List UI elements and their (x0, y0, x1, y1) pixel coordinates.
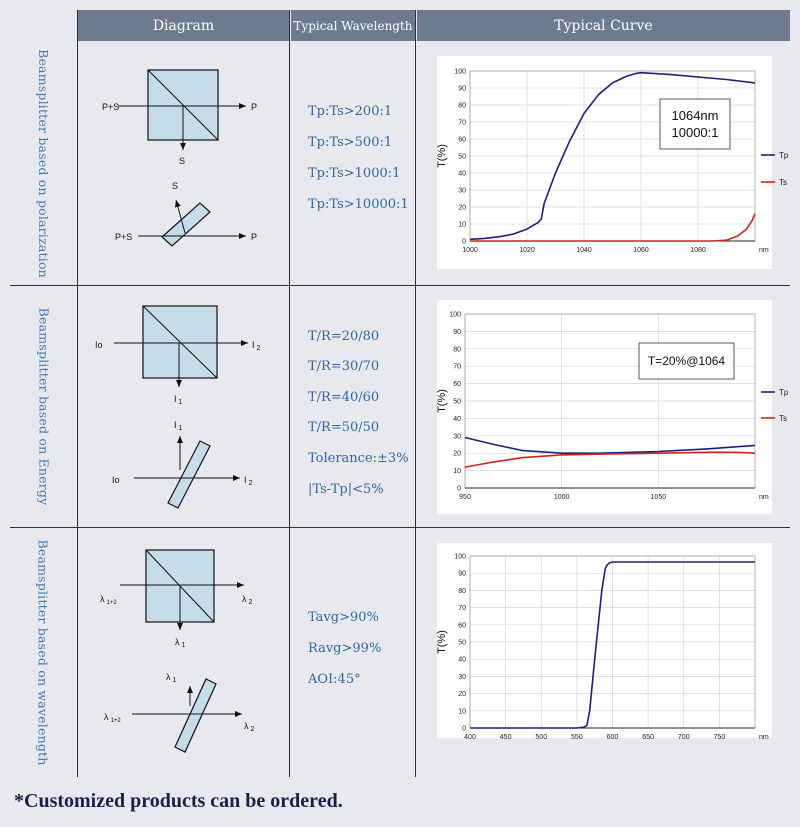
y-tick-label: 90 (453, 328, 461, 336)
footer-note: *Customized products can be ordered. (14, 790, 343, 812)
beam-label: S (172, 181, 179, 191)
header-curve: Typical Curve (417, 10, 790, 41)
y-tick-label: 0 (462, 725, 466, 733)
beam-label: P+S (115, 232, 133, 242)
y-tick-label: 40 (458, 170, 466, 178)
x-tick-label: 550 (571, 734, 583, 741)
y-tick-label: 70 (453, 363, 461, 371)
x-tick-label: 500 (535, 734, 548, 741)
x-tick-label: 1060 (633, 247, 649, 254)
y-tick-label: 20 (458, 204, 466, 212)
spec-item: |Ts-Tp|<5% (308, 482, 384, 497)
beam-label: λ $_2$ (242, 594, 253, 606)
y-axis-label: T(%) (436, 630, 448, 654)
y-tick-label: 10 (458, 708, 466, 716)
beam-label: Io (112, 475, 120, 485)
y-tick-label: 80 (458, 102, 466, 110)
x-tick-label: 750 (713, 734, 726, 741)
beam-label: λ $_2$ (244, 721, 255, 733)
x-unit-label: nm (759, 247, 769, 254)
beam-label: λ $_1$ (166, 672, 177, 684)
beam-label: P (251, 232, 258, 242)
y-tick-label: 50 (453, 398, 461, 406)
y-tick-label: 30 (458, 673, 466, 681)
y-tick-label: 50 (458, 153, 466, 161)
y-tick-label: 70 (458, 119, 466, 127)
y-tick-label: 40 (453, 415, 461, 423)
x-tick-label: 400 (464, 734, 476, 741)
x-tick-label: 1020 (519, 247, 535, 254)
y-tick-label: 40 (458, 656, 466, 664)
beam-label: S (179, 156, 186, 166)
spec-item: T/R=30/70 (308, 359, 380, 374)
y-tick-label: 60 (458, 136, 466, 144)
beam-label: λ $_1$ (175, 637, 186, 649)
beam-label: λ $_{1+2}$ (104, 712, 121, 724)
x-unit-label: nm (759, 494, 769, 501)
y-tick-label: 100 (454, 68, 466, 76)
x-unit-label: nm (759, 734, 769, 741)
y-tick-label: 20 (453, 450, 461, 458)
y-tick-label: 20 (458, 691, 466, 699)
x-tick-label: 650 (642, 734, 654, 741)
chart-1 (436, 56, 789, 269)
y-tick-label: 0 (457, 485, 461, 493)
legend-label: Tp (779, 388, 789, 397)
x-tick-label: 950 (459, 494, 471, 501)
header-wavelength: Typical Wavelength (291, 10, 415, 41)
x-tick-label: 1080 (690, 247, 706, 254)
beam-label: I $_2$ (252, 340, 261, 352)
y-tick-label: 100 (454, 553, 466, 561)
chart-2 (436, 300, 789, 514)
chart-3 (436, 543, 772, 741)
y-tick-label: 60 (458, 622, 466, 630)
y-tick-label: 30 (453, 433, 461, 441)
y-tick-label: 10 (458, 221, 466, 229)
spec-item: T/R=20/80 (308, 329, 380, 344)
legend-label: Ts (779, 414, 787, 423)
chart-background (437, 300, 772, 514)
beam-label: I $_1$ (174, 420, 183, 432)
header-diagram: Diagram (78, 10, 289, 41)
spec-item: T/R=50/50 (308, 420, 380, 435)
y-tick-label: 90 (458, 85, 466, 93)
spec-item: Ravg>99% (308, 641, 382, 656)
spec-item: Tolerance:±3% (308, 451, 409, 466)
beam-label: I $_1$ (174, 394, 183, 406)
y-tick-label: 80 (453, 346, 461, 354)
x-tick-label: 1000 (553, 494, 570, 501)
y-tick-label: 50 (458, 639, 466, 647)
beam-label: P+S (102, 102, 120, 112)
annotation-box (660, 99, 730, 149)
x-tick-label: 1040 (576, 247, 592, 254)
beam-label: I $_2$ (244, 475, 253, 487)
spec-item: AOI:45° (308, 672, 361, 687)
row-label-energy: Beamsplitter based on Energy (36, 307, 52, 506)
row-label-polarization: Beamsplitter based on polarization (36, 49, 51, 278)
legend-label: Ts (779, 178, 787, 187)
y-tick-label: 60 (453, 381, 461, 389)
spec-item: Tp:Ts>200:1 (308, 104, 393, 119)
y-axis-label: T(%) (436, 389, 448, 413)
beam-label: λ $_{1+2}$ (100, 594, 117, 606)
x-tick-label: 600 (606, 734, 619, 741)
legend-label: Tp (779, 151, 789, 160)
spec-item: Tp:Ts>500:1 (308, 135, 393, 150)
x-tick-label: 450 (499, 734, 512, 741)
beam-label: Io (95, 340, 103, 350)
y-axis-label: T(%) (436, 144, 448, 168)
annotation-text: 1064nm (671, 108, 719, 124)
spec-item: T/R=40/60 (308, 390, 380, 405)
row-label-wavelength: Beamsplitter based on wavelength (36, 539, 51, 766)
spec-item: Tavg>90% (308, 610, 379, 625)
spec-item: Tp:Ts>10000:1 (308, 197, 409, 212)
beam-label: P (251, 102, 258, 112)
y-tick-label: 0 (462, 238, 466, 246)
x-tick-label: 1000 (462, 247, 478, 254)
x-tick-label: 700 (677, 734, 690, 741)
y-tick-label: 90 (458, 570, 466, 578)
y-tick-label: 100 (449, 311, 461, 319)
spec-item: Tp:Ts>1000:1 (308, 166, 401, 181)
y-tick-label: 10 (453, 468, 461, 476)
x-tick-label: 1050 (650, 494, 667, 501)
y-tick-label: 70 (458, 605, 466, 613)
annotation-text: T=20%@1064 (647, 354, 726, 369)
y-tick-label: 80 (458, 587, 466, 595)
y-tick-label: 30 (458, 187, 466, 195)
annotation-text: 10000:1 (671, 125, 719, 141)
